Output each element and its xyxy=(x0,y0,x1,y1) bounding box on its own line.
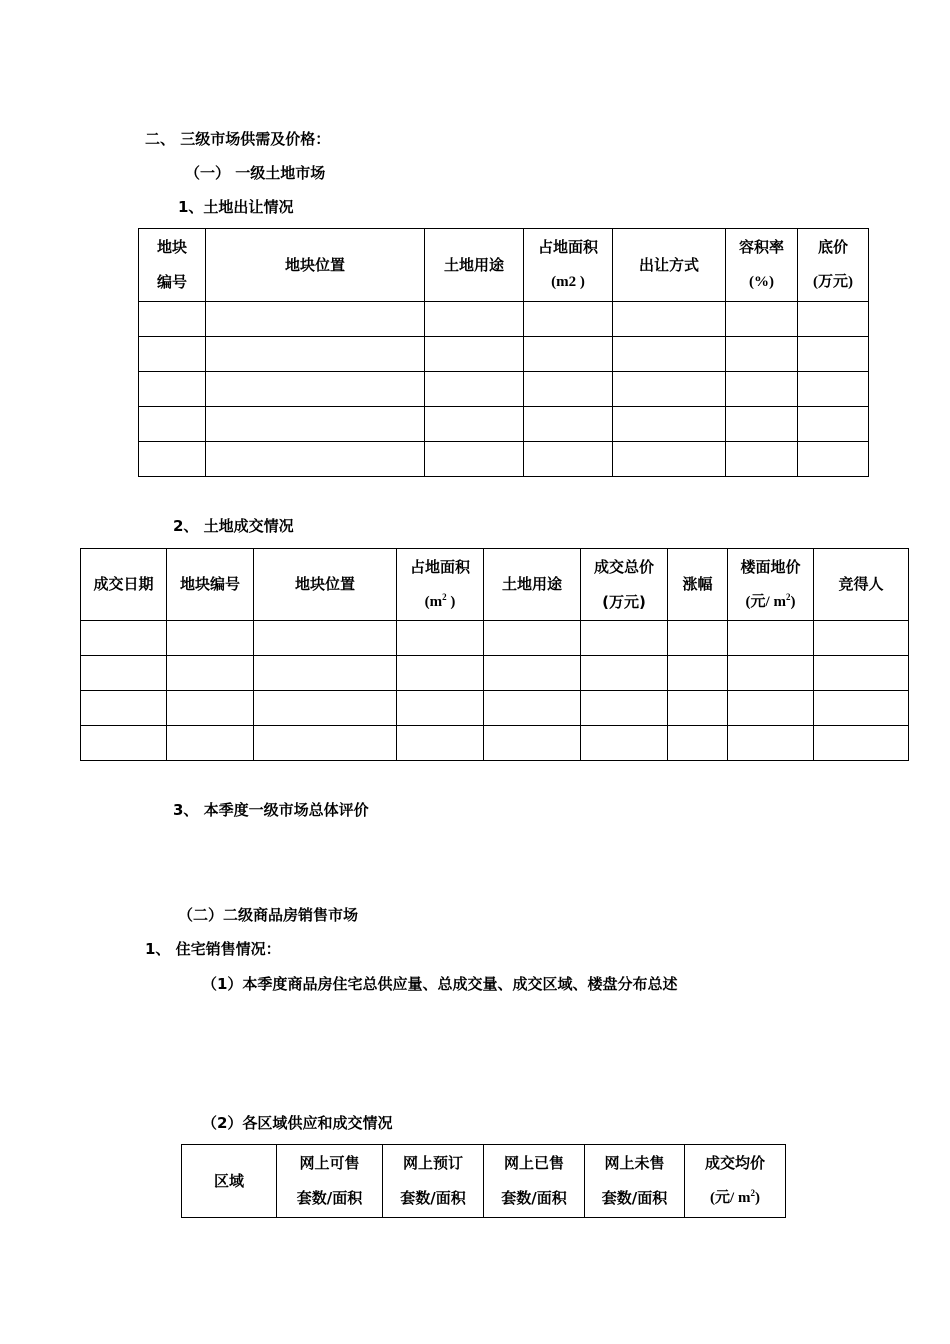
table-cell[interactable] xyxy=(798,407,869,442)
table-cell[interactable] xyxy=(814,691,909,726)
table-cell[interactable] xyxy=(425,372,524,407)
table-cell[interactable] xyxy=(524,442,613,477)
table-cell[interactable] xyxy=(581,691,668,726)
table-row xyxy=(81,691,909,726)
district-supply-table xyxy=(181,1144,786,1218)
table-cell[interactable] xyxy=(668,691,728,726)
table-cell[interactable] xyxy=(254,621,397,656)
col-header-area xyxy=(397,549,484,621)
table-cell[interactable] xyxy=(814,656,909,691)
table-cell[interactable] xyxy=(726,337,798,372)
secondary-market-heading: （二）二级商品房销售市场 xyxy=(178,906,359,924)
col-header-usage: 土地用途 xyxy=(484,549,581,621)
table-cell[interactable] xyxy=(726,372,798,407)
table-cell[interactable] xyxy=(425,337,524,372)
table-cell[interactable] xyxy=(139,442,206,477)
table-cell[interactable] xyxy=(484,656,581,691)
table-cell[interactable] xyxy=(668,726,728,761)
table-cell[interactable] xyxy=(798,372,869,407)
table-cell[interactable] xyxy=(397,726,484,761)
table-row xyxy=(139,337,869,372)
table-cell[interactable] xyxy=(668,621,728,656)
table-cell[interactable] xyxy=(524,407,613,442)
col-header-base-price: 底价 (万元) xyxy=(798,229,869,302)
table-row xyxy=(81,656,909,691)
table-cell[interactable] xyxy=(668,656,728,691)
table-cell[interactable] xyxy=(139,302,206,337)
table-cell[interactable] xyxy=(726,407,798,442)
table-row xyxy=(81,726,909,761)
table-cell[interactable] xyxy=(484,621,581,656)
summary-heading: （1）本季度商品房住宅总供应量、总成交量、成交区域、楼盘分布总述 xyxy=(202,975,678,993)
table-cell[interactable] xyxy=(139,372,206,407)
total-price-unit: (万元) xyxy=(602,592,646,611)
table-cell[interactable] xyxy=(728,656,814,691)
table-cell[interactable] xyxy=(425,407,524,442)
evaluation-heading: 3、 本季度一级市场总体评价 xyxy=(173,801,369,819)
land-transfer-heading: 1、土地出让情况 xyxy=(178,198,294,216)
table-cell[interactable] xyxy=(524,372,613,407)
table-row xyxy=(139,372,869,407)
col-header-reserved: 网上预订 套数/面积 xyxy=(383,1145,484,1218)
table-cell[interactable] xyxy=(814,621,909,656)
table-cell[interactable] xyxy=(425,302,524,337)
table-cell[interactable] xyxy=(581,656,668,691)
table-cell[interactable] xyxy=(613,407,726,442)
col-header-for-sale: 网上可售 套数/面积 xyxy=(277,1145,383,1218)
table-cell[interactable] xyxy=(167,656,254,691)
total-price-label: 成交总价 xyxy=(593,557,654,576)
col-header-floor-price xyxy=(728,549,814,621)
table-cell[interactable] xyxy=(798,337,869,372)
floor-price-label: 楼面地价 xyxy=(740,557,801,576)
table-cell[interactable] xyxy=(581,621,668,656)
col-header-avg-price: 成交均价 (元/ $m^2$) xyxy=(685,1145,786,1218)
col-header-sold: 网上已售 套数/面积 xyxy=(484,1145,585,1218)
table-cell[interactable] xyxy=(167,726,254,761)
table-cell[interactable] xyxy=(726,302,798,337)
table-cell[interactable] xyxy=(206,302,425,337)
land-deal-table xyxy=(80,548,909,761)
table-cell[interactable] xyxy=(206,337,425,372)
table-row xyxy=(139,442,869,477)
table-cell[interactable] xyxy=(726,442,798,477)
col-header-area: 占地面积 (m2 ) xyxy=(524,229,613,302)
table-cell[interactable] xyxy=(206,407,425,442)
floor-price-unit: (元/ $m^2$) xyxy=(745,591,796,610)
table-cell[interactable] xyxy=(139,407,206,442)
table-cell[interactable] xyxy=(81,726,167,761)
table-row xyxy=(81,621,909,656)
table-cell[interactable] xyxy=(81,656,167,691)
table-cell[interactable] xyxy=(206,442,425,477)
land-transfer-table xyxy=(138,228,869,477)
table-header-row xyxy=(139,229,869,302)
table-cell[interactable] xyxy=(167,691,254,726)
table-cell[interactable] xyxy=(397,621,484,656)
table-cell[interactable] xyxy=(524,302,613,337)
col-header-location: 地块位置 xyxy=(254,549,397,621)
col-header-total-price xyxy=(581,549,668,621)
table-row xyxy=(139,302,869,337)
table-cell[interactable] xyxy=(484,726,581,761)
table-cell[interactable] xyxy=(254,726,397,761)
table-cell[interactable] xyxy=(728,621,814,656)
col-header-location: 地块位置 xyxy=(206,229,425,302)
table-cell[interactable] xyxy=(81,621,167,656)
area-unit: ($m^2$ ) xyxy=(424,591,456,610)
table-cell[interactable] xyxy=(167,621,254,656)
table-cell[interactable] xyxy=(484,691,581,726)
table-cell[interactable] xyxy=(613,302,726,337)
table-cell[interactable] xyxy=(524,337,613,372)
district-heading: （2）各区域供应和成交情况 xyxy=(202,1114,393,1132)
table-cell[interactable] xyxy=(254,691,397,726)
primary-market-heading: （一） 一级土地市场 xyxy=(185,164,326,182)
col-header-plot-ratio: 容积率 (%) xyxy=(726,229,798,302)
table-row xyxy=(139,407,869,442)
table-cell[interactable] xyxy=(397,691,484,726)
section-heading: 二、 三级市场供需及价格： xyxy=(145,130,331,148)
col-header-usage: 土地用途 xyxy=(425,229,524,302)
table-cell[interactable] xyxy=(798,442,869,477)
table-header-row xyxy=(81,549,909,621)
table-cell[interactable] xyxy=(613,337,726,372)
table-cell[interactable] xyxy=(728,726,814,761)
table-cell[interactable] xyxy=(425,442,524,477)
col-header-transfer-method: 出让方式 xyxy=(613,229,726,302)
table-cell[interactable] xyxy=(613,372,726,407)
col-header-parcel-no: 地块 编号 xyxy=(139,229,206,302)
table-cell[interactable] xyxy=(613,442,726,477)
land-deal-heading: 2、 土地成交情况 xyxy=(173,517,294,535)
table-cell[interactable] xyxy=(206,372,425,407)
col-header-winner: 竞得人 xyxy=(814,549,909,621)
col-header-date: 成交日期 xyxy=(81,549,167,621)
residential-sales-heading: 1、 住宅销售情况： xyxy=(145,940,281,958)
col-header-unsold: 网上未售 套数/面积 xyxy=(585,1145,685,1218)
table-cell[interactable] xyxy=(581,726,668,761)
table-cell[interactable] xyxy=(397,656,484,691)
table-header-row xyxy=(182,1145,786,1218)
area-label: 占地面积 xyxy=(409,557,470,576)
col-header-parcel-no: 地块编号 xyxy=(167,549,254,621)
table-cell[interactable] xyxy=(254,656,397,691)
table-cell[interactable] xyxy=(139,337,206,372)
table-cell[interactable] xyxy=(81,691,167,726)
table-cell[interactable] xyxy=(798,302,869,337)
col-header-district: 区域 xyxy=(182,1145,277,1218)
table-cell[interactable] xyxy=(728,691,814,726)
col-header-rise: 涨幅 xyxy=(668,549,728,621)
table-cell[interactable] xyxy=(814,726,909,761)
